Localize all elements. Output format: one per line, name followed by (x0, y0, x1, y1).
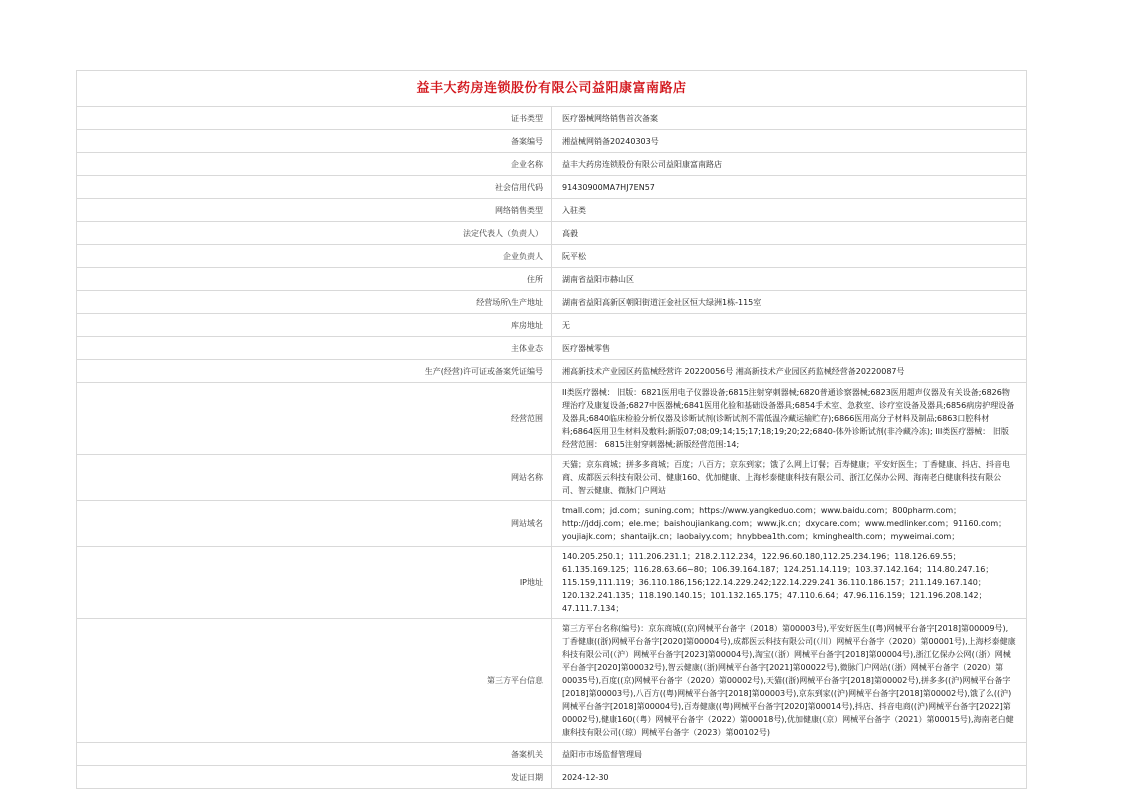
row-label-residence: 住所 (77, 268, 552, 291)
row-label-cert-type: 证书类型 (77, 107, 552, 130)
row-label-business-scope: 经营范围 (77, 383, 552, 455)
page-title: 益丰大药房连锁股份有限公司益阳康富南路店 (77, 71, 1027, 107)
table-row (77, 383, 1027, 455)
row-label-warehouse: 库房地址 (77, 314, 552, 337)
row-value-business-scope: II类医疗器械： 旧版：6821医用电子仪器设备;6815注射穿刺器械;6820普通诊察器械;6823医用超声仪器及有关设备;6826物理治疗及康复设备;6827中医器械;6841医用化验和基础设备器具;6854手术室、急救室、诊疗室设备及器具;6856病房护理设备及器具;6840临床检验分析仪器及诊断试剂(诊断试剂不需低温冷藏运输贮存);6866医用高分子材料及制品;6863口腔科材料;6864医用卫生材料及敷料;新版07;08;09;14;15;17;18;19;20;22;6840-体外诊断试剂(非冷藏冷冻); III类医疗器械： 旧版经营范围： 6815注射穿刺器械;新版经营范围:14; (552, 383, 1027, 455)
table-row (77, 291, 1027, 314)
row-label-issue-date: 发证日期 (77, 766, 552, 789)
table-row (77, 245, 1027, 268)
table-row (77, 314, 1027, 337)
row-value-residence: 湖南省益阳市赫山区 (552, 268, 1027, 291)
table-row (77, 199, 1027, 222)
row-value-domains: tmall.com；jd.com；suning.com；https://www.yangkeduo.com；www.baidu.com；800pharm.com；http://jddj.com；ele.me；baishoujiankang.com；www.jk.cn；dxycare.com；www.medlinker.com；91160.com；youjiajk.com；shantaijk.cn；laobaiyy.com；hnybbea1th.com；kminghealth.com；myweimai.com； (552, 501, 1027, 547)
row-label-domains: 网站域名 (77, 501, 552, 547)
row-value-sales-type: 入驻类 (552, 199, 1027, 222)
row-value-business-address: 湖南省益阳高新区朝阳街道汪金社区恒大绿洲1栋-115室 (552, 291, 1027, 314)
row-label-third-party: 第三方平台信息 (77, 619, 552, 743)
table-row (77, 766, 1027, 789)
table-row (77, 107, 1027, 130)
row-value-issue-date: 2024-12-30 (552, 766, 1027, 789)
row-label-site-names: 网站名称 (77, 455, 552, 501)
row-label-manager: 企业负责人 (77, 245, 552, 268)
record-table (76, 70, 1027, 789)
record-sheet (76, 70, 1027, 789)
row-value-record-no: 湘益械网销备20240303号 (552, 130, 1027, 153)
table-row (77, 268, 1027, 291)
table-row (77, 360, 1027, 383)
row-label-company-name: 企业名称 (77, 153, 552, 176)
table-row (77, 130, 1027, 153)
row-value-ip: 140.205.250.1；111.206.231.1；218.2.112.234，122.96.60.180,112.25.234.196；118.126.69.55；61.135.169.125；116.28.63.66~80；106.39.164.187；124.251.14.119；103.37.142.164；114.80.247.16；115.159,111.119；36.110.186,156;122.14.229.242;122.14.229.241 36.110.186.157；211.149.167.140；120.132.241.135；118.190.140.15；101.132.165.175；47.110.6.64；47.96.116.159；121.196.208.142；47.111.7.134； (552, 547, 1027, 619)
row-label-business-form: 主体业态 (77, 337, 552, 360)
table-row (77, 547, 1027, 619)
row-label-ip: IP地址 (77, 547, 552, 619)
row-value-company-name: 益丰大药房连锁股份有限公司益阳康富南路店 (552, 153, 1027, 176)
row-value-third-party: 第三方平台名称(编号)：京东商城((京)网械平台备字（2018）第00003号),平安好医生((粤)网械平台备字[2018]第00009号),丁香健康((浙)网械平台备字[2020]第00004号),成都医云科技有限公司(（川）网械平台备字（2020）第00001号),上海杉泰健康科技有限公司(（沪）网械平台备字[2023]第00004号),淘宝(（浙）网械平台备字[2018]第00004号),浙江亿保办公网(（浙）网械平台备字[2020]第00032号),智云健康(（浙)网械平台备字[2021]第00022号),微脉门户网站(（浙）网械平台备字（2020）第00035号),百度((京)网械平台备字（2020）第00002号),天猫((浙)网械平台备字[2018]第00002号),拼多多((沪)网械平台备字[2018]第00003号),八百方((粤)网械平台备字[2018]第00003号),京东到家((沪)网械平台备字[2018]第00002号),饿了么((沪)网械平台备字[2018]第00004号),百寿健康((粤)网械平台备字[2020]第00014号),抖店、抖音电商((沪)网械平台备字[2022]第00002号),健康160(（粤）网械平台备字（2022）第00018号),优加健康(（京）网械平台备字（2021）第00015号),海南老白健康科技有限公司(（琼）网械平台备字（2023）第00102号) (552, 619, 1027, 743)
row-label-business-address: 经营场所\生产地址 (77, 291, 552, 314)
title-row (77, 71, 1027, 107)
row-label-legal-rep: 法定代表人（负责人） (77, 222, 552, 245)
table-row (77, 619, 1027, 743)
row-value-warehouse: 无 (552, 314, 1027, 337)
row-value-authority: 益阳市市场监督管理局 (552, 743, 1027, 766)
row-value-license-no: 湘高新技术产业园区药监械经营许 20220056号 湘高新技术产业园区药监械经营备20220087号 (552, 360, 1027, 383)
row-value-credit-code: 91430900MA7HJ7EN57 (552, 176, 1027, 199)
row-value-cert-type: 医疗器械网络销售首次备案 (552, 107, 1027, 130)
table-row (77, 176, 1027, 199)
row-value-legal-rep: 高毅 (552, 222, 1027, 245)
table-row (77, 337, 1027, 360)
row-label-sales-type: 网络销售类型 (77, 199, 552, 222)
table-row (77, 222, 1027, 245)
table-row (77, 501, 1027, 547)
table-row (77, 153, 1027, 176)
row-value-business-form: 医疗器械零售 (552, 337, 1027, 360)
row-value-site-names: 天猫；京东商城；拼多多商城；百度；八百方；京东到家；饿了么网上订餐；百寿健康；平安好医生；丁香健康、抖店、抖音电商、成都医云科技有限公司、健康160、优加健康、上海杉泰健康科技有限公司、浙江亿保办公网、海南老白健康科技有限公司、智云健康、微脉门户网站 (552, 455, 1027, 501)
table-row (77, 455, 1027, 501)
row-label-record-no: 备案编号 (77, 130, 552, 153)
row-label-credit-code: 社会信用代码 (77, 176, 552, 199)
row-label-license-no: 生产(经营)许可证或备案凭证编号 (77, 360, 552, 383)
table-row (77, 743, 1027, 766)
row-label-authority: 备案机关 (77, 743, 552, 766)
row-value-manager: 阮平松 (552, 245, 1027, 268)
